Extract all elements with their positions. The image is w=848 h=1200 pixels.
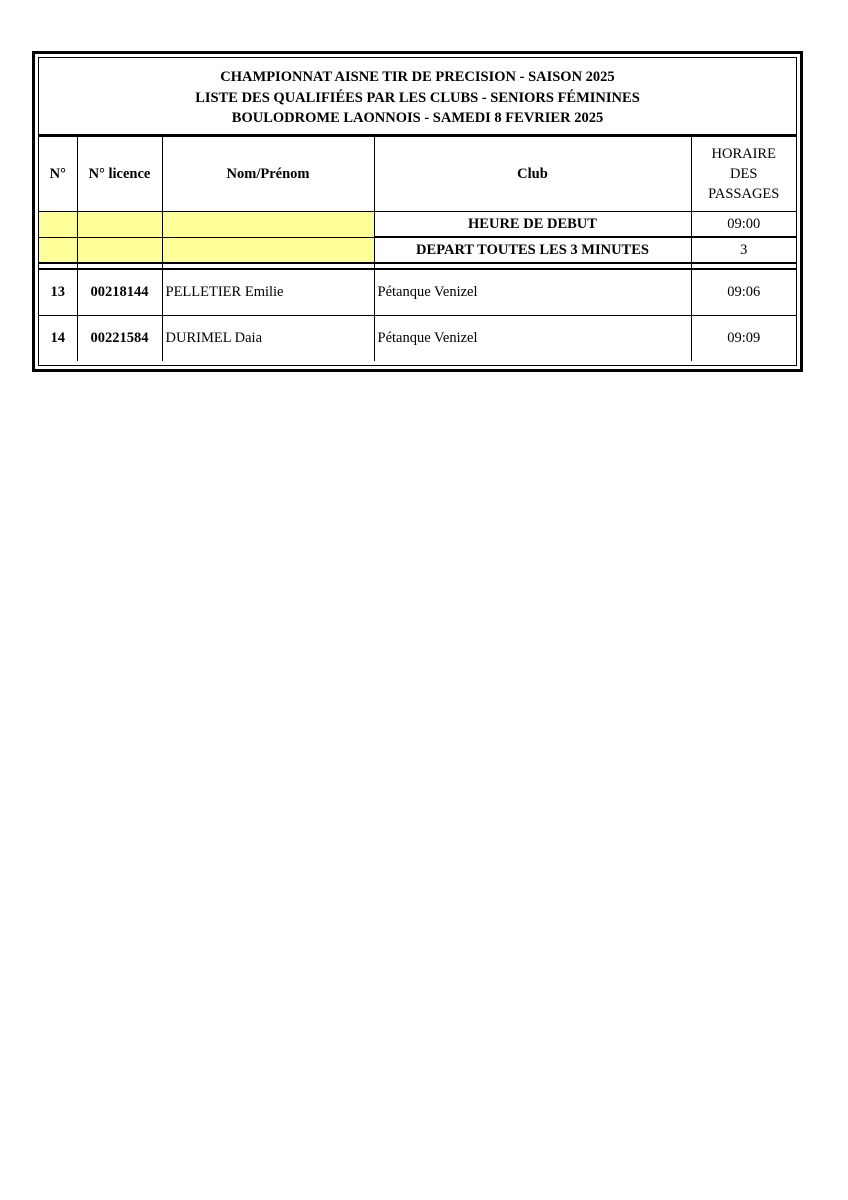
qualified-table <box>39 136 796 361</box>
player-number: 14 <box>39 316 77 362</box>
table-row <box>39 316 796 362</box>
qualification-sheet <box>32 51 803 372</box>
table-header-row <box>39 137 796 212</box>
highlight-cell <box>77 212 162 238</box>
header-line-3: BOULODROME LAONNOIS - SAMEDI 8 FEVRIER 2025 <box>231 110 604 126</box>
player-time: 09:09 <box>691 316 796 362</box>
sheet-inner <box>38 57 797 366</box>
player-club: Pétanque Venizel <box>374 269 691 316</box>
table-row <box>39 269 796 316</box>
highlight-cell <box>162 237 374 263</box>
schedule-header-line-2: DES <box>730 166 758 182</box>
sheet-header <box>39 58 796 136</box>
schedule-header-line-1: HORAIRE <box>711 146 776 162</box>
player-name: DURIMEL Daia <box>162 316 374 362</box>
schedule-header-line-3: PASSAGES <box>708 186 780 202</box>
col-header-licence: N° licence <box>77 137 162 212</box>
player-licence: 00218144 <box>77 269 162 316</box>
col-header-name: Nom/Prénom <box>162 137 374 212</box>
player-name: PELLETIER Emilie <box>162 269 374 316</box>
player-time: 09:06 <box>691 269 796 316</box>
player-number: 13 <box>39 269 77 316</box>
start-time-label: HEURE DE DEBUT <box>374 212 691 238</box>
start-time-value: 09:00 <box>691 212 796 238</box>
col-header-club: Club <box>374 137 691 212</box>
col-header-num: N° <box>39 137 77 212</box>
interval-row <box>39 237 796 263</box>
start-time-row <box>39 212 796 238</box>
interval-label: DEPART TOUTES LES 3 MINUTES <box>374 237 691 263</box>
highlight-cell <box>39 237 77 263</box>
highlight-cell <box>162 212 374 238</box>
header-line-2: LISTE DES QUALIFIÉES PAR LES CLUBS - SENIORS FÉMININES <box>195 89 640 106</box>
highlight-cell <box>39 212 77 238</box>
col-header-schedule <box>691 137 796 212</box>
highlight-cell <box>77 237 162 263</box>
interval-value: 3 <box>691 237 796 263</box>
player-club: Pétanque Venizel <box>374 316 691 362</box>
header-line-1: CHAMPIONNAT AISNE TIR DE PRECISION - SAISON 2025 <box>220 69 615 85</box>
player-licence: 00221584 <box>77 316 162 362</box>
